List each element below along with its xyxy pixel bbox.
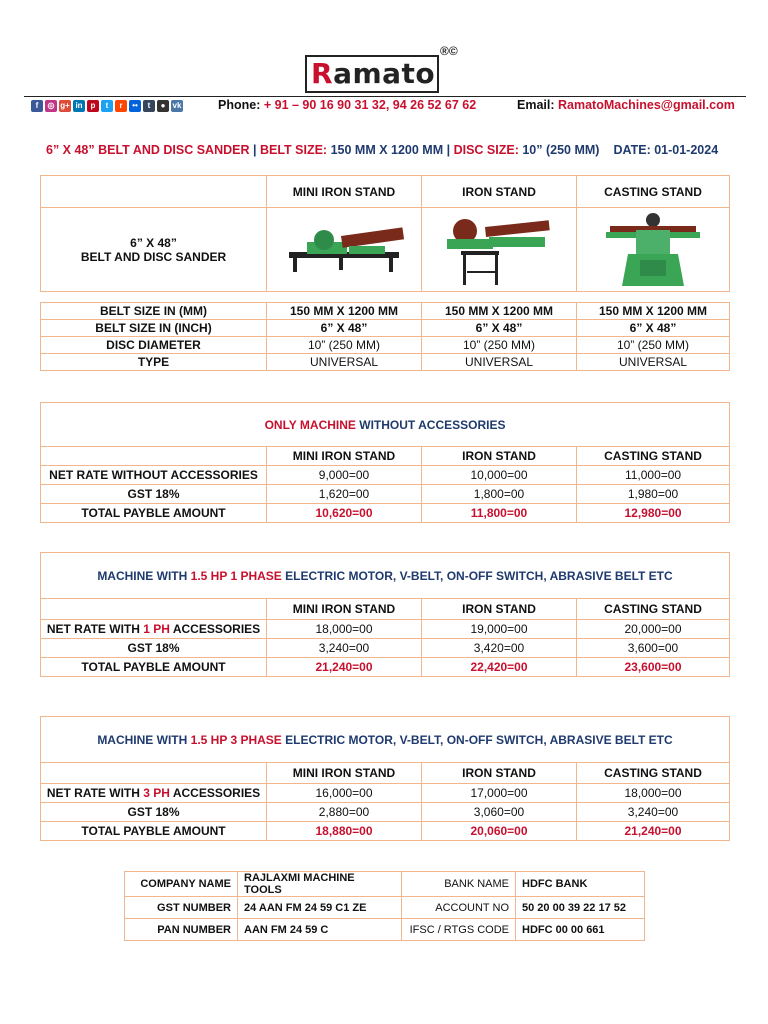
gst-value: 1,980=00 (577, 485, 730, 504)
rate-phase: 1 PH (143, 622, 170, 636)
google-plus-icon[interactable]: g+ (60, 101, 70, 110)
rate-label-text: ACCESSORIES (169, 622, 261, 636)
pan-number-value: AAN FM 24 59 C (238, 919, 402, 941)
casting-stand-machine-image (598, 212, 708, 288)
facebook-icon[interactable]: f (31, 100, 43, 112)
column-casting-stand: CASTING STAND (577, 763, 730, 784)
one-phase-price-table (40, 552, 730, 677)
heading-highlight: 1.5 HP 3 PHASE (190, 732, 282, 747)
rate-label-text: NET RATE WITH (46, 786, 144, 800)
phone-contact (218, 98, 476, 112)
net-rate-value: 17,000=00 (422, 784, 577, 803)
iron-stand-image-cell (422, 208, 577, 292)
gst-label: GST 18% (41, 803, 267, 822)
product-name (41, 208, 267, 292)
linkedin-icon[interactable]: in (73, 100, 85, 112)
total-value: 12,980=00 (577, 504, 730, 523)
company-name-label: COMPANY NAME (125, 872, 238, 897)
iron-stand-machine-image (439, 215, 559, 285)
bank-details-table (124, 871, 645, 941)
spec-value: UNIVERSAL (267, 354, 422, 371)
spec-value: 10” (250 MM) (267, 337, 422, 354)
brand-logo (305, 55, 439, 93)
gst-label: GST 18% (41, 485, 267, 504)
trademark-marks: ®© (440, 44, 458, 58)
product-table (40, 175, 730, 292)
net-rate-value: 18,000=00 (577, 784, 730, 803)
email-value[interactable]: RamatoMachines@gmail.com (558, 98, 735, 112)
twitter-icon[interactable]: t (101, 100, 113, 112)
product-size: 6” X 48” (130, 235, 177, 250)
total-label: TOTAL PAYBLE AMOUNT (41, 504, 267, 523)
gst-value: 1,800=00 (422, 485, 577, 504)
rate-phase: 3 PH (143, 786, 170, 800)
instagram-icon[interactable]: ◎ (45, 100, 57, 112)
spec-label: BELT SIZE IN (MM) (41, 303, 267, 320)
gst-value: 3,600=00 (577, 639, 730, 658)
title-disc-value: 10” (250 MM) (518, 143, 600, 157)
only-machine-price-table (40, 402, 730, 523)
total-value: 23,600=00 (577, 658, 730, 677)
only-machine-heading (41, 403, 730, 447)
spec-value: 6” X 48” (267, 320, 422, 337)
column-mini-iron-stand: MINI IRON STAND (267, 763, 422, 784)
title-product: 6” X 48” BELT AND DISC SANDER (46, 143, 250, 157)
social-icons (31, 100, 183, 112)
column-casting-stand: CASTING STAND (577, 176, 730, 208)
total-value: 18,880=00 (267, 822, 422, 841)
net-rate-value: 20,000=00 (577, 620, 730, 639)
net-rate-value: 11,000=00 (577, 466, 730, 485)
total-value: 10,620=00 (267, 504, 422, 523)
column-iron-stand: IRON STAND (422, 447, 577, 466)
gst-value: 2,880=00 (267, 803, 422, 822)
ifsc-code-label: IFSC / RTGS CODE (402, 919, 516, 941)
spec-value: UNIVERSAL (422, 354, 577, 371)
spec-value: 150 MM X 1200 MM (422, 303, 577, 320)
quotation-title (46, 143, 718, 157)
net-rate-label: NET RATE WITHOUT ACCESSORIES (41, 466, 267, 485)
empty-header-cell (41, 447, 267, 466)
header-divider (24, 96, 746, 97)
account-number-label: ACCOUNT NO (402, 897, 516, 919)
spec-value: 10” (250 MM) (422, 337, 577, 354)
flickr-icon[interactable]: •• (129, 100, 141, 112)
gst-number-label: GST NUMBER (125, 897, 238, 919)
one-phase-heading (41, 553, 730, 599)
email-label: Email: (517, 98, 555, 112)
spec-value: 6” X 48” (422, 320, 577, 337)
title-separator: | (443, 143, 454, 157)
rate-label-text: NET RATE WITH (46, 622, 144, 636)
spec-label: DISC DIAMETER (41, 337, 267, 354)
phone-label: Phone: (218, 98, 261, 112)
net-rate-value: 19,000=00 (422, 620, 577, 639)
pinterest-icon[interactable]: p (87, 100, 99, 112)
gst-value: 3,420=00 (422, 639, 577, 658)
casting-stand-image-cell (577, 208, 730, 292)
net-rate-value: 9,000=00 (267, 466, 422, 485)
gst-value: 3,240=00 (267, 639, 422, 658)
vk-icon[interactable]: vk (172, 101, 182, 110)
spec-value: UNIVERSAL (577, 354, 730, 371)
title-belt-value: 150 MM X 1200 MM (327, 143, 444, 157)
account-number-value: 50 20 00 39 22 17 52 (516, 897, 645, 919)
total-value: 22,420=00 (422, 658, 577, 677)
column-iron-stand: IRON STAND (422, 599, 577, 620)
gst-label: GST 18% (41, 639, 267, 658)
spec-label: TYPE (41, 354, 267, 371)
bank-name-label: BANK NAME (402, 872, 516, 897)
column-casting-stand: CASTING STAND (577, 447, 730, 466)
spec-label: BELT SIZE IN (INCH) (41, 320, 267, 337)
gst-value: 3,060=00 (422, 803, 577, 822)
net-rate-label (41, 784, 267, 803)
total-value: 21,240=00 (577, 822, 730, 841)
spec-value: 10” (250 MM) (577, 337, 730, 354)
company-name-value: RAJLAXMI MACHINE TOOLS (238, 872, 402, 897)
heading-text: MACHINE WITH (97, 568, 191, 583)
email-contact (517, 98, 735, 112)
column-mini-iron-stand: MINI IRON STAND (267, 447, 422, 466)
column-mini-iron-stand: MINI IRON STAND (267, 176, 422, 208)
phone-value[interactable]: + 91 – 90 16 90 31 32, 94 26 52 67 62 (263, 98, 477, 112)
mini-iron-stand-image-cell (267, 208, 422, 292)
heading-text: MACHINE WITH (97, 732, 191, 747)
total-value: 21,240=00 (267, 658, 422, 677)
three-phase-price-table (40, 716, 730, 841)
empty-header-cell (41, 176, 267, 208)
gst-number-value: 24 AAN FM 24 59 C1 ZE (238, 897, 402, 919)
bank-name-value: HDFC BANK (516, 872, 645, 897)
empty-header-cell (41, 763, 267, 784)
title-belt-label: BELT SIZE: (259, 143, 328, 157)
total-value: 11,800=00 (422, 504, 577, 523)
mini-iron-stand-machine-image (279, 220, 409, 280)
heading-text: WITHOUT ACCESSORIES (355, 417, 506, 432)
rate-label-text: ACCESSORIES (169, 786, 261, 800)
camera-icon[interactable]: ● (157, 100, 169, 112)
ifsc-code-value: HDFC 00 00 661 (516, 919, 645, 941)
column-casting-stand: CASTING STAND (577, 599, 730, 620)
spec-value: 6” X 48” (577, 320, 730, 337)
title-date: DATE: 01-01-2024 (613, 143, 719, 157)
heading-highlight: 1.5 HP 1 PHASE (190, 568, 282, 583)
product-type: BELT AND DISC SANDER (80, 249, 227, 264)
total-label: TOTAL PAYBLE AMOUNT (41, 822, 267, 841)
total-label: TOTAL PAYBLE AMOUNT (41, 658, 267, 677)
spec-value: 150 MM X 1200 MM (577, 303, 730, 320)
column-mini-iron-stand: MINI IRON STAND (267, 599, 422, 620)
heading-text: ELECTRIC MOTOR, V-BELT, ON-OFF SWITCH, ABRASIVE BELT ETC (281, 732, 673, 747)
spec-value: 150 MM X 1200 MM (267, 303, 422, 320)
reddit-icon[interactable]: r (115, 100, 127, 112)
empty-header-cell (41, 599, 267, 620)
column-iron-stand: IRON STAND (422, 763, 577, 784)
total-value: 20,060=00 (422, 822, 577, 841)
three-phase-heading (41, 717, 730, 763)
net-rate-value: 10,000=00 (422, 466, 577, 485)
heading-text: ELECTRIC MOTOR, V-BELT, ON-OFF SWITCH, ABRASIVE BELT ETC (281, 568, 673, 583)
gst-value: 1,620=00 (267, 485, 422, 504)
specs-table (40, 302, 730, 371)
column-iron-stand: IRON STAND (422, 176, 577, 208)
gst-value: 3,240=00 (577, 803, 730, 822)
logo-text: Ramato (311, 57, 436, 90)
heading-highlight: ONLY MACHINE (264, 417, 356, 432)
net-rate-value: 16,000=00 (267, 784, 422, 803)
net-rate-label (41, 620, 267, 639)
net-rate-value: 18,000=00 (267, 620, 422, 639)
title-disc-label: DISC SIZE: (453, 143, 519, 157)
pan-number-label: PAN NUMBER (125, 919, 238, 941)
tumblr-icon[interactable]: t (143, 100, 155, 112)
title-separator: | (249, 143, 260, 157)
